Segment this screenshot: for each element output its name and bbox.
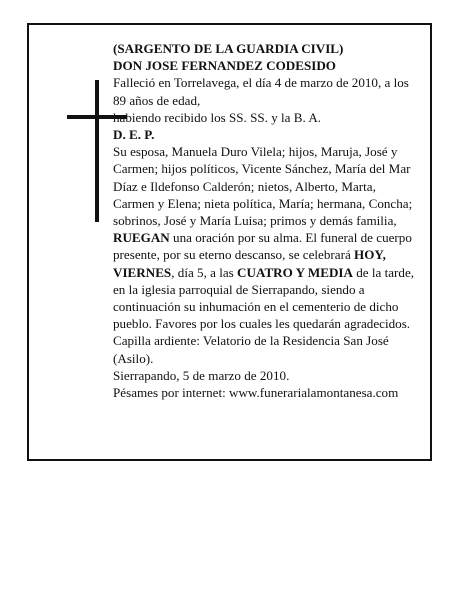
- funeral-day: HOY, VIERNES: [113, 247, 386, 280]
- deceased-rank: (SARGENTO DE LA GUARDIA CIVIL): [113, 41, 344, 56]
- cross-vertical-bar: [95, 80, 99, 222]
- death-statement: Falleció en Torrelavega, el día 4 de marzo de 2010, a los 89 años de edad,: [113, 75, 409, 108]
- funeral-request: [113, 229, 419, 367]
- request-text-3: de la tarde, en la iglesia parroquial de Sierrapando, siendo a continuación su inhumación en el cementerio de dicho pueblo. Favores por los cuales les quedarán agradecidos. Capilla ardiente: Velatorio de la Residencia San José (Asilo).: [113, 264, 415, 366]
- sacraments-line: habiendo recibido los SS. SS. y la B. A.: [113, 109, 322, 125]
- place-date: Sierrapando, 5 de marzo de 2010.: [113, 367, 290, 383]
- condolences-line: Pésames por internet: www.funerarialamontanesa.com: [113, 385, 399, 401]
- family-list: Su esposa, Manuela Duro Vilela; hijos, Maruja, José y Carmen; hijos políticos, Vicente Sánchez, María del Mar Díaz e Ildefonso Calderón; nietos, Alberto, Marta, Carmen y Elena; nieta política, María; hermana, Concha; sobrinos, José y María Luisa; primos y demás familia,: [113, 144, 413, 229]
- funeral-time: CUATRO Y MEDIA: [237, 264, 353, 280]
- deceased-name: DON JOSE FERNANDEZ CODESIDO: [113, 58, 336, 74]
- request-verb: RUEGAN: [113, 230, 170, 246]
- request-text-1: una oración por su alma. El funeral de cuerpo presente, por su eterno descanso, se celebrará: [113, 230, 412, 263]
- request-text-2: , día 5, a las: [171, 264, 238, 280]
- rest-in-peace: D. E. P.: [113, 127, 155, 143]
- obituary-text: [113, 40, 419, 401]
